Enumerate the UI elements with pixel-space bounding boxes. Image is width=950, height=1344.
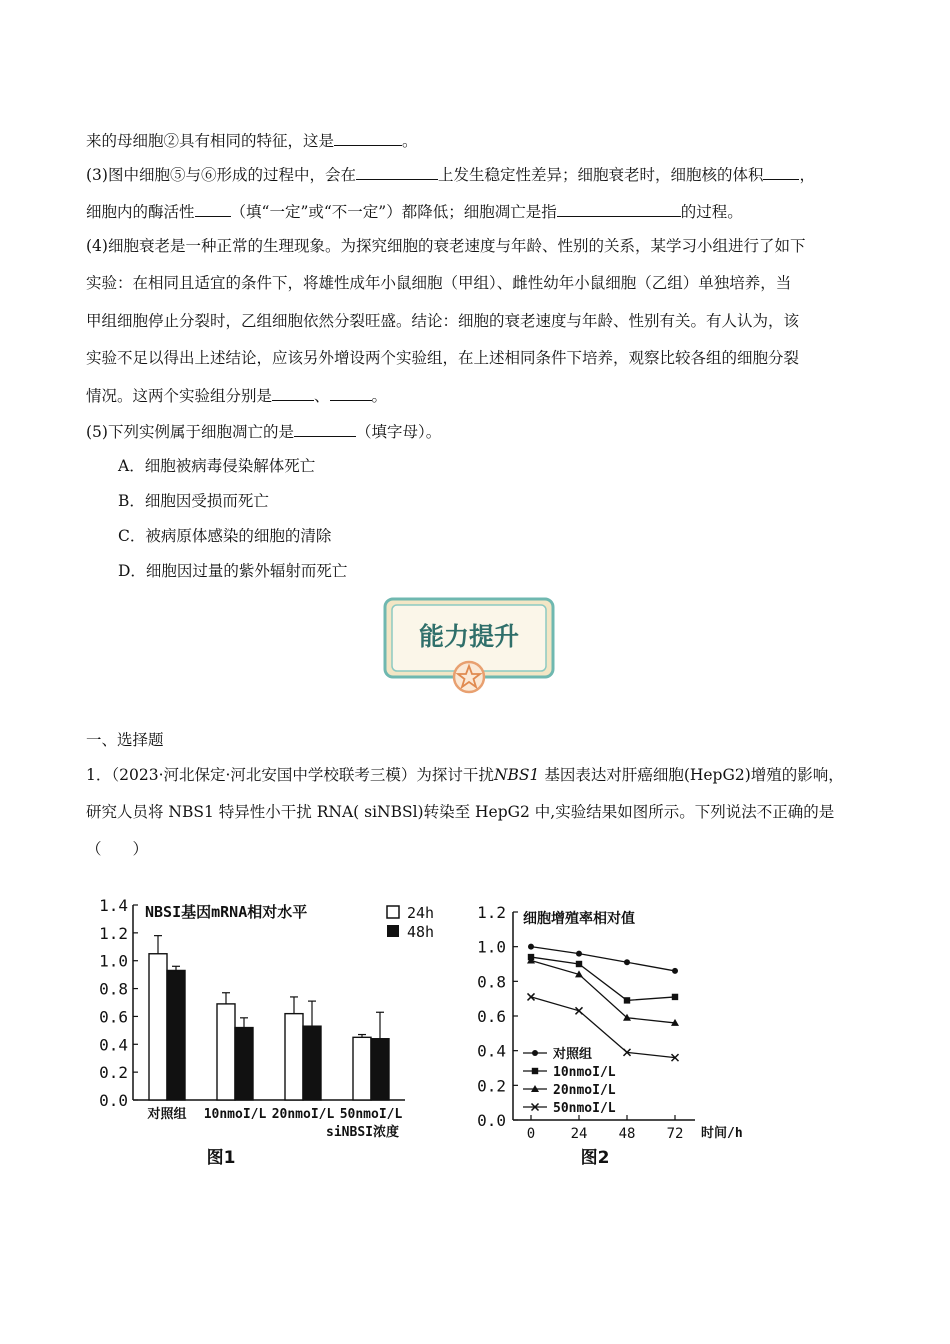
- bar-24h: [353, 1037, 371, 1100]
- figure-2-line-chart: [465, 890, 775, 1180]
- bar-48h: [167, 970, 185, 1100]
- y-tick-label: 1.4: [99, 896, 128, 915]
- legend-label: 对照组: [553, 1047, 593, 1062]
- q3-line-2: [86, 201, 743, 222]
- question-number: 1．: [86, 766, 112, 784]
- q3-cont-text: 来的母细胞②具有相同的特征，这是: [86, 132, 335, 150]
- q4-line-5: [86, 385, 387, 406]
- q3-text-f: 的过程。: [680, 203, 743, 221]
- bar-24h: [285, 1014, 303, 1100]
- x-tick-label: 10nmoI/L: [203, 1107, 267, 1122]
- bar-24h: [149, 954, 167, 1100]
- answer-blank[interactable]: [763, 164, 799, 180]
- legend-label: 50nmoI/L: [553, 1101, 616, 1116]
- legend-label-24h: 24h: [407, 904, 435, 922]
- y-tick-label: 0.2: [477, 1076, 506, 1096]
- legend-swatch-48h: [387, 925, 399, 937]
- answer-blank[interactable]: [334, 130, 402, 146]
- y-tick-label: 0.6: [477, 1007, 506, 1026]
- q4-line-1: (4)细胞衰老是一种正常的生理现象。为探究细胞的衰老速度与年龄、性别的关系，某学习小组进行了如下: [86, 237, 806, 255]
- x-tick-label: 48: [618, 1126, 636, 1142]
- answer-blank[interactable]: [557, 201, 681, 217]
- marker-circle: [672, 968, 678, 974]
- y-tick-label: 0.0: [99, 1091, 128, 1110]
- x-tick-label: 0: [526, 1126, 536, 1142]
- q5-stem: [86, 421, 441, 442]
- x-axis-label: 时间/h: [701, 1126, 743, 1141]
- q3-text-e: （填“一定”或“不一定”）都降低；细胞凋亡是指: [230, 203, 557, 221]
- q3-continuation-line: [86, 130, 418, 151]
- bar-48h: [303, 1026, 321, 1100]
- x-tick-label: 对照组: [147, 1107, 187, 1122]
- q4-text-c: 。: [371, 387, 388, 405]
- x-tick-label: 50nmoI/L: [339, 1107, 403, 1122]
- q5-text-b: （填字母）。: [355, 423, 442, 441]
- y-tick-label: 1.2: [477, 903, 506, 922]
- badge-text: 能力提升: [418, 622, 520, 651]
- figure-caption: 图1: [206, 1148, 236, 1168]
- q4-line-3: 甲组细胞停止分裂时，乙组细胞依然分裂旺盛。结论：细胞的衰老速度与年龄、性别有关。有人认为，该: [86, 312, 800, 330]
- section-title: 一、选择题: [86, 731, 164, 749]
- y-tick-label: 0.2: [99, 1063, 128, 1083]
- q1-source: （2023·河北保定·河北安国中学校联考三模）为探讨干扰: [111, 766, 494, 784]
- q4-text-a: 情况。这两个实验组分别是: [86, 387, 273, 405]
- marker-circle: [528, 944, 534, 950]
- q1-text-rest: 基因表达对肝癌细胞(HepG2)增殖的影响，: [544, 766, 844, 784]
- q3-text-c: ，: [799, 166, 815, 184]
- q1-line-1: [86, 765, 844, 785]
- y-tick-label: 0.0: [477, 1111, 506, 1130]
- bar-48h: [235, 1028, 253, 1100]
- y-tick-label: 1.2: [99, 923, 128, 943]
- series-line-triangle: [531, 961, 675, 1023]
- chart-title: 细胞增殖率相对值: [523, 911, 635, 927]
- chart-title: NBSI基因mRNA相对水平: [145, 903, 308, 921]
- x-tick-label: 20nmoI/L: [271, 1107, 335, 1122]
- y-tick-label: 1.0: [477, 937, 506, 957]
- bar-48h: [371, 1039, 389, 1100]
- answer-blank[interactable]: [272, 385, 314, 401]
- marker-circle: [532, 1050, 538, 1056]
- q3-line-1: [86, 164, 815, 185]
- y-tick-label: 0.4: [477, 1041, 506, 1061]
- q4-text-b: 、: [314, 387, 330, 405]
- series-line-square: [531, 957, 675, 1000]
- q5-text-a: (5)下列实例属于细胞凋亡的是: [86, 423, 294, 441]
- x-axis-label: siNBSI浓度: [326, 1125, 399, 1140]
- q4-line-2: 实验：在相同且适宜的条件下，将雄性成年小鼠细胞（甲组）、雌性幼年小鼠细胞（乙组）单独培养，当: [86, 274, 792, 292]
- q5-option-d[interactable]: D．细胞因过量的紫外辐射而死亡: [118, 562, 348, 580]
- q1-gene: NBS1: [493, 766, 540, 784]
- legend-label: 10nmoI/L: [553, 1065, 616, 1080]
- answer-blank[interactable]: [294, 421, 356, 437]
- q3-text-a: (3)图中细胞⑤与⑥形成的过程中，会在: [86, 166, 356, 184]
- legend-label-48h: 48h: [407, 923, 435, 941]
- q1-answer-paren: （ ）: [86, 840, 149, 858]
- x-tick-label: 24: [570, 1126, 588, 1142]
- section-badge: [383, 598, 555, 688]
- marker-square: [576, 961, 582, 967]
- q1-line-2: 研究人员将 NBS1 特异性小干扰 RNA( siNBSl)转染至 HepG2 中,实验结果如图所示。下列说法不正确的是: [86, 803, 835, 821]
- marker-circle: [624, 959, 630, 965]
- marker-circle: [576, 951, 582, 957]
- answer-blank[interactable]: [356, 164, 438, 180]
- y-tick-label: 0.8: [99, 979, 128, 999]
- q3-cont-tail: 。: [402, 132, 418, 150]
- answer-blank[interactable]: [330, 385, 372, 401]
- marker-square: [672, 994, 678, 1000]
- legend-swatch-24h: [387, 906, 399, 918]
- q3-text-b: 上发生稳定性差异；细胞衰老时，细胞核的体积: [437, 166, 764, 184]
- y-tick-label: 0.8: [477, 972, 506, 992]
- q5-option-c[interactable]: C．被病原体感染的细胞的清除: [118, 527, 332, 545]
- marker-square: [624, 997, 630, 1003]
- figure-1-bar-chart: [95, 890, 435, 1180]
- y-tick-label: 0.6: [99, 1007, 128, 1027]
- figure-caption: 图2: [580, 1148, 610, 1168]
- x-tick-label: 72: [666, 1126, 684, 1142]
- marker-square: [532, 1068, 538, 1074]
- answer-blank[interactable]: [195, 201, 231, 217]
- q4-line-4: 实验不足以得出上述结论，应该另外增设两个实验组，在上述相同条件下培养，观察比较各组的细胞分裂: [86, 349, 800, 367]
- q5-option-a[interactable]: A．细胞被病毒侵染解体死亡: [118, 457, 316, 475]
- y-tick-label: 1.0: [99, 951, 128, 971]
- y-tick-label: 0.4: [99, 1035, 128, 1055]
- bar-24h: [217, 1004, 235, 1100]
- q3-text-d: 细胞内的酶活性: [86, 203, 195, 221]
- q5-option-b[interactable]: B．细胞因受损而死亡: [118, 492, 269, 510]
- legend-label: 20nmoI/L: [553, 1083, 616, 1098]
